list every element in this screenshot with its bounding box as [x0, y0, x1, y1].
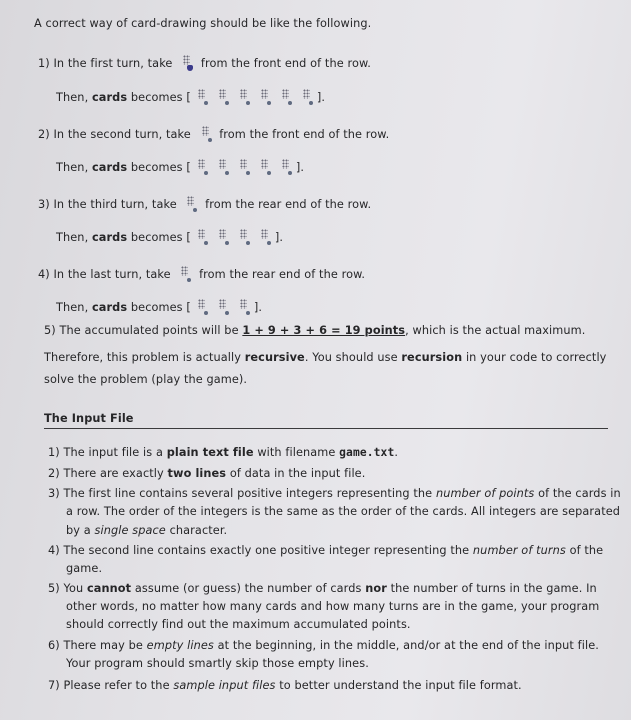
cards-keyword: cards: [91, 301, 128, 314]
becomes-label: becomes [: [130, 231, 191, 244]
recursive-note-line-2: solve the problem (play the game).: [44, 373, 248, 386]
card-icon: [194, 227, 209, 246]
input-item-7: [48, 679, 522, 693]
step-1: [38, 53, 371, 72]
input-item-6-line-2: Your program should smartly skip those empty lines.: [66, 657, 369, 670]
card-icon: [215, 157, 230, 176]
section-heading: The Input File: [44, 412, 134, 425]
card-icon: [257, 157, 272, 176]
then-label: Then,: [56, 161, 89, 174]
step-3-result: [56, 227, 283, 246]
card-icon: [236, 87, 251, 106]
step-1-post: from the front end of the row.: [200, 57, 371, 70]
step-4: [38, 264, 365, 283]
step-2-result: [56, 157, 304, 176]
input-item-6: [48, 639, 599, 653]
step-3: [38, 194, 371, 213]
points-sum: 1 + 9 + 3 + 6 = 19 points: [242, 324, 406, 337]
recursive-keyword: recursive: [244, 351, 305, 364]
item-text: 5) You: [48, 582, 84, 595]
item-bold: two lines: [167, 467, 227, 480]
card-icon: [194, 297, 209, 316]
card-icon: [278, 87, 293, 106]
item-text: the number of turns in the game. In: [390, 582, 597, 595]
input-item-4-line-2: game.: [66, 562, 103, 575]
then-label: Then,: [56, 301, 89, 314]
item-italic: number of turns: [472, 544, 566, 557]
becomes-label: becomes [: [130, 301, 191, 314]
cards-keyword: cards: [91, 231, 128, 244]
step-2: [38, 124, 389, 143]
card-icon: [177, 264, 192, 283]
filename-code: game.txt: [339, 446, 395, 459]
card-icon: [278, 157, 293, 176]
item-bold: nor: [365, 582, 387, 595]
becomes-label: becomes [: [130, 91, 191, 104]
input-item-3: [48, 487, 621, 501]
recursive-text: . You should use: [304, 351, 398, 364]
input-item-3-line-2: a row. The order of the integers is the same as the order of the cards. All integers are separated: [66, 505, 621, 518]
card-icon: [194, 87, 209, 106]
input-item-5-line-2: other words, no matter how many cards and how many turns are in the game, your program: [66, 600, 600, 613]
item-italic: sample input files: [173, 679, 276, 692]
card-icon: [215, 227, 230, 246]
step-2-text: 2) In the second turn, take: [38, 128, 191, 141]
step-1-result: [56, 87, 325, 106]
recursive-text: in your code to correctly: [465, 351, 607, 364]
then-label: Then,: [56, 231, 89, 244]
item-text: of data in the input file.: [229, 467, 366, 480]
item-text: of the cards in: [538, 487, 621, 500]
input-item-5: [48, 582, 597, 596]
input-item-1: [48, 446, 398, 460]
item-text: character.: [169, 524, 228, 537]
item-text: at the beginning, in the middle, and/or at the end of the input file.: [217, 639, 599, 652]
step-4-text: 4) In the last turn, take: [38, 268, 171, 281]
card-icon: [198, 124, 213, 143]
then-label: Then,: [56, 91, 89, 104]
item-text: 3) The first line contains several positive integers representing the: [48, 487, 433, 500]
item-text: .: [394, 446, 399, 459]
input-item-5-line-3: should correctly find out the maximum accumulated points.: [66, 618, 411, 631]
item-text: with filename: [257, 446, 336, 459]
input-item-4: [48, 544, 603, 558]
item-italic: single space: [94, 524, 166, 537]
step-4-result: [56, 297, 262, 316]
step-5: [44, 324, 585, 338]
step-5-text: 5) The accumulated points will be: [44, 324, 239, 337]
item-text: by a: [66, 524, 91, 537]
bracket-close: ].: [274, 231, 284, 244]
recursive-text: Therefore, this problem is actually: [44, 351, 242, 364]
intro-text: A correct way of card-drawing should be like the following.: [34, 17, 372, 30]
bracket-close: ].: [295, 161, 305, 174]
step-1-text: 1) In the first turn, take: [38, 57, 173, 70]
card-icon: [183, 194, 198, 213]
step-5-post: , which is the actual maximum.: [405, 324, 586, 337]
item-text: of the: [569, 544, 604, 557]
step-3-post: from the rear end of the row.: [205, 198, 372, 211]
card-icon: [215, 297, 230, 316]
item-bold: plain text file: [166, 446, 254, 459]
card-icon: [236, 297, 251, 316]
item-text: 7) Please refer to the: [48, 679, 170, 692]
cards-keyword: cards: [91, 161, 128, 174]
item-text: 6) There may be: [48, 639, 143, 652]
card-icon: [179, 53, 194, 72]
recursion-keyword: recursion: [401, 351, 463, 364]
item-text: assume (or guess) the number of cards: [134, 582, 362, 595]
step-2-post: from the front end of the row.: [219, 128, 390, 141]
section-divider: [44, 428, 608, 429]
item-text: 1) The input file is a: [48, 446, 163, 459]
bracket-close: ].: [316, 91, 326, 104]
card-icon: [257, 87, 272, 106]
card-icon: [257, 227, 272, 246]
card-icon: [236, 157, 251, 176]
item-bold: cannot: [86, 582, 132, 595]
card-icon: [215, 87, 230, 106]
item-text: to better understand the input file format.: [279, 679, 522, 692]
step-3-text: 3) In the third turn, take: [38, 198, 177, 211]
item-italic: number of points: [435, 487, 535, 500]
recursive-note-line-1: [44, 351, 606, 365]
cards-keyword: cards: [91, 91, 128, 104]
item-italic: empty lines: [146, 639, 214, 652]
item-text: 2) There are exactly: [48, 467, 164, 480]
item-text: 4) The second line contains exactly one positive integer representing the: [48, 544, 470, 557]
card-icon: [299, 87, 314, 106]
step-4-post: from the rear end of the row.: [199, 268, 366, 281]
input-item-3-line-3: [66, 524, 227, 538]
bracket-close: ].: [253, 301, 263, 314]
card-icon: [194, 157, 209, 176]
input-item-2: [48, 467, 365, 481]
card-icon: [236, 227, 251, 246]
becomes-label: becomes [: [130, 161, 191, 174]
